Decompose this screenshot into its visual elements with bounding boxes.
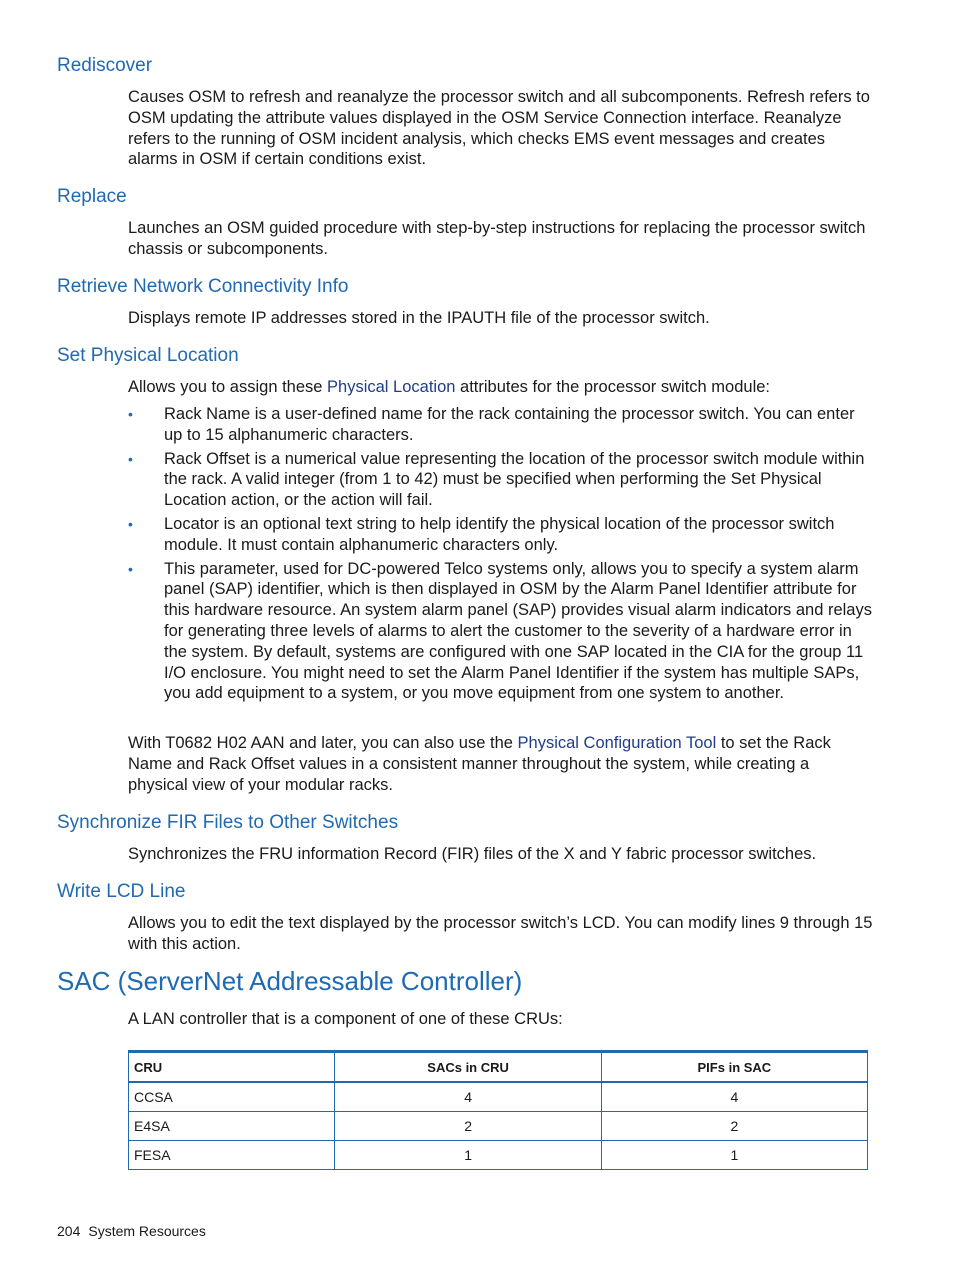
table-row — [129, 1141, 868, 1170]
page-footer — [57, 1223, 206, 1239]
bullet-icon: • — [128, 450, 133, 467]
table-cell: 4 — [335, 1082, 601, 1112]
set-location-intro-text-end: attributes for the processor switch module: — [455, 378, 771, 396]
bullet-icon: • — [128, 406, 133, 422]
sac-intro: A LAN controller that is a component of one of these CRUs: — [128, 1010, 563, 1028]
table-header-row — [129, 1052, 868, 1083]
list-item — [128, 559, 873, 705]
retrieve-network-description: Displays remote IP addresses stored in the IPAUTH file of the processor switch. — [128, 309, 710, 327]
set-location-outro-text-end: to set the Rack Name and Rack Offset values in a consistent manner throughout the system, while creating a physical view of your modular racks. — [128, 734, 831, 794]
footer-title: System Resources — [88, 1223, 206, 1239]
set-location-intro-text: Allows you to assign these — [128, 378, 328, 396]
column-header-pifs-in-sac: PIFs in SAC — [601, 1052, 867, 1083]
section-title-sac: SAC (ServerNet Addressable Controller) — [57, 966, 523, 996]
list-item-text: Rack Name is a user-defined name for the rack containing the processor switch. You can enter up to 15 alphanumeric characters. — [164, 405, 855, 444]
table-cell: FESA — [129, 1141, 335, 1170]
set-location-intro — [128, 377, 873, 398]
column-header-cru: CRU — [129, 1052, 335, 1083]
set-location-outro-text: With T0682 H02 AAN and later, you can also use the — [128, 734, 518, 752]
heading-write-lcd-line: Write LCD Line — [57, 881, 186, 902]
physical-location-link[interactable]: Physical Location — [327, 378, 456, 396]
heading-retrieve-network: Retrieve Network Connectivity Info — [57, 276, 349, 297]
replace-description: Launches an OSM guided procedure with step-by-step instructions for replacing the processor switch chassis or subcomponents. — [128, 219, 866, 258]
table-cell: 2 — [601, 1112, 867, 1141]
bullet-icon: • — [128, 560, 133, 577]
table-row — [129, 1112, 868, 1141]
list-item-text: Locator is an optional text string to help identify the physical location of the processor switch module. It must contain alphanumeric characters only. — [164, 514, 835, 554]
bullet-icon: • — [128, 515, 133, 532]
page-number: 204 — [57, 1223, 81, 1239]
table-cell: 1 — [335, 1141, 601, 1170]
rediscover-description: Causes OSM to refresh and reanalyze the processor switch and all subcomponents. Refresh refers to OSM updating the attribute values displayed in the OSM Service Connection interface. Reanalyze refers to the running of OSM incident analysis, which checks EMS event messages and creates alarms in OSM if certain conditions exist. — [128, 88, 870, 169]
write-lcd-description: Allows you to edit the text displayed by the processor switch’s LCD. You can modify lines 9 through 15 with this action. — [128, 914, 873, 953]
physical-configuration-tool-link[interactable]: Physical Configuration Tool — [517, 734, 717, 752]
attribute-list — [128, 404, 873, 707]
table-cell: E4SA — [129, 1112, 335, 1141]
list-item — [128, 404, 873, 446]
table-row — [129, 1082, 868, 1112]
heading-set-physical-location: Set Physical Location — [57, 345, 239, 366]
list-item — [128, 449, 873, 511]
column-header-sacs-in-cru: SACs in CRU — [335, 1052, 601, 1083]
cru-table — [128, 1050, 868, 1170]
set-location-outro — [128, 733, 873, 795]
list-item-text: Rack Offset is a numerical value representing the location of the processor switch module within the rack. A valid integer (from 1 to 42) must be specified when performing the Set Physical Location action, or the action will fail. — [164, 449, 865, 510]
table-cell: 2 — [335, 1112, 601, 1141]
heading-replace: Replace — [57, 186, 127, 207]
table-cell: 4 — [601, 1082, 867, 1112]
list-item — [128, 514, 873, 556]
table-cell: CCSA — [129, 1082, 335, 1112]
heading-rediscover: Rediscover — [57, 55, 153, 76]
list-item-text: This parameter, used for DC-powered Telco systems only, allows you to specify a system alarm panel (SAP) identifier, which is then displayed in OSM by the Alarm Panel Identifier attribute for this hardware resource. An system alarm panel (SAP) provides visual alarm indicators and relays for generating three levels of alarms to alert the customer to the severity of a hardware error in the system. By default, systems are configured with one SAP located in the CIA for the group 11 I/O enclosure. You might need to set the Alarm Panel Identifier if the system has multiple SAPs, you add equipment to a system, or you move equipment from one system to another. — [164, 559, 872, 703]
synchronize-fir-description: Synchronizes the FRU information Record (FIR) files of the X and Y fabric processor switches. — [128, 845, 817, 863]
table-cell: 1 — [601, 1141, 867, 1170]
heading-synchronize-fir: Synchronize FIR Files to Other Switches — [57, 812, 399, 833]
